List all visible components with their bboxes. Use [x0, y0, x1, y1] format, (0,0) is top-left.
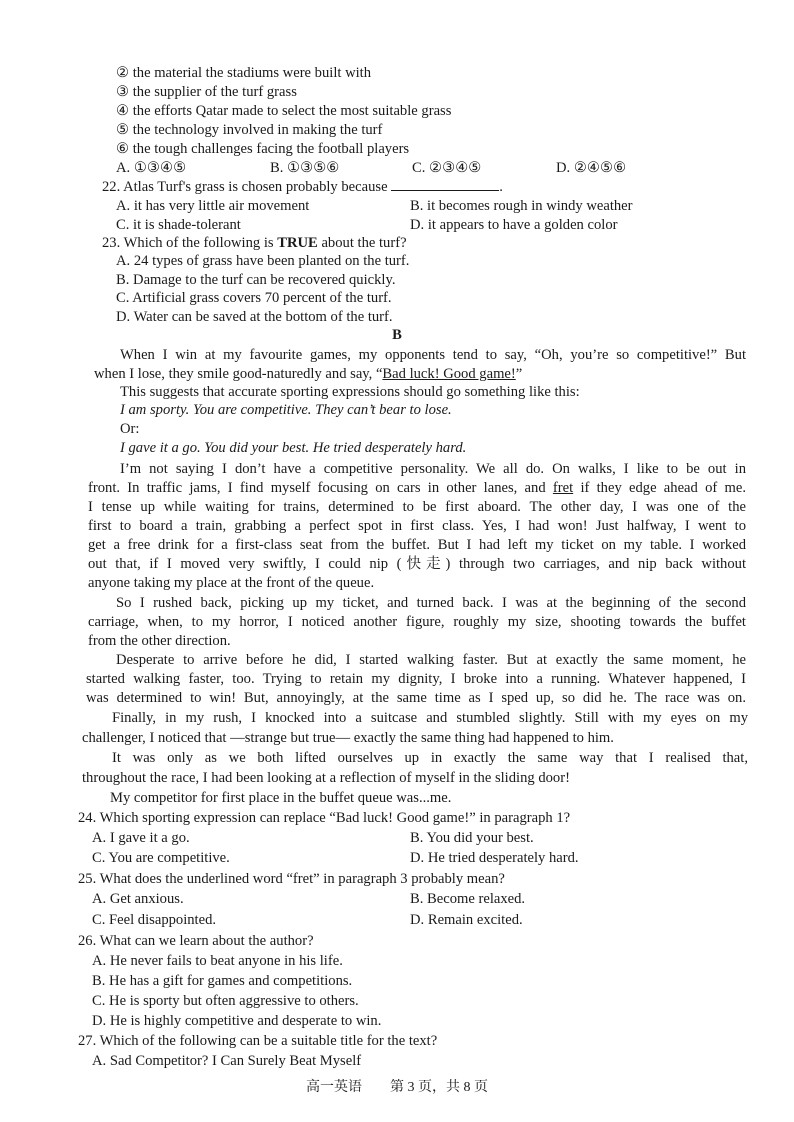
- passage-p10-line1: It was only as we both lifted ourselves up in exactly the same way that I realised that,: [112, 750, 748, 766]
- passage-p8-line1: Desperate to arrive before he did, I started walking faster. But at exactly the same moment, he: [116, 652, 746, 668]
- passage-p6-line6: out that, if I moved very swiftly, I could nip (快走) through two carriages, and nip back without: [88, 556, 746, 572]
- passage-p7-line3: from the other direction.: [88, 633, 231, 649]
- passage-p6-line7: anyone taking my place at the front of the queue.: [88, 575, 375, 591]
- passage-p1-line2-after: ”: [515, 366, 523, 382]
- q22-option-b: B. it becomes rough in windy weather: [410, 198, 633, 214]
- passage-p6-line5: get a free drink for a first-class seat from the buffet. But I had left my ticket on my table. I worked: [88, 537, 746, 553]
- q23-stem-bold: TRUE: [277, 235, 318, 251]
- passage-p4: Or:: [120, 421, 140, 437]
- q23-option-b: B. Damage to the turf can be recovered quickly.: [116, 272, 396, 288]
- q25-stem: 25. What does the underlined word “fret” in paragraph 3 probably mean?: [78, 871, 505, 887]
- q26-option-d: D. He is highly competitive and desperate to win.: [92, 1013, 382, 1029]
- passage-p9-line2: challenger, I noticed that —strange but true— exactly the same thing had happened to him.: [82, 730, 614, 746]
- passage-underlined-fret: fret: [552, 480, 574, 496]
- section-b-heading: B: [392, 327, 402, 343]
- passage-p3: I am sporty. You are competitive. They can’t bear to lose.: [120, 402, 452, 418]
- q21-choice-b: B. ①③⑤⑥: [270, 160, 340, 176]
- q22-option-a: A. it has very little air movement: [116, 198, 310, 214]
- q22-stem-text: 22. Atlas Turf's grass is chosen probably because: [102, 179, 388, 195]
- q24-stem: 24. Which sporting expression can replace “Bad luck! Good game!” in paragraph 1?: [78, 810, 571, 826]
- q22-option-c: C. it is shade-tolerant: [116, 217, 241, 233]
- q22-answer-blank: [391, 178, 499, 191]
- q23-option-a: A. 24 types of grass have been planted on the turf.: [116, 253, 410, 269]
- q23-option-d: D. Water can be saved at the bottom of the turf.: [116, 309, 393, 325]
- q21-option-3: ③ the supplier of the turf grass: [116, 84, 297, 100]
- passage-p1-line2: [94, 365, 522, 383]
- passage-p5: I gave it a go. You did your best. He tried desperately hard.: [120, 440, 467, 456]
- passage-p7-line2: carriage, when, to my horror, I noticed another figure, roughly my size, shooting towards the buffet: [88, 614, 746, 630]
- passage-p11: My competitor for first place in the buffet queue was...me.: [110, 790, 452, 806]
- q21-choice-a: A. ①③④⑤: [116, 160, 187, 176]
- passage-p9-line1: Finally, in my rush, I knocked into a suitcase and stumbled slightly. Still with my eyes on my: [112, 710, 748, 726]
- passage-p6-line2-after: if they edge ahead of me.: [580, 480, 746, 496]
- passage-p6-line2: [88, 479, 746, 497]
- q21-choice-c: C. ②③④⑤: [412, 160, 482, 176]
- q21-option-2: ② the material the stadiums were built with: [116, 65, 372, 81]
- passage-p10-line2: throughout the race, I had been looking at a reflection of myself in the sliding door!: [82, 770, 570, 786]
- q24-option-c: C. You are competitive.: [92, 850, 230, 866]
- q26-option-a: A. He never fails to beat anyone in his life.: [92, 953, 343, 969]
- q25-option-d: D. Remain excited.: [410, 912, 523, 928]
- q23-option-c: C. Artificial grass covers 70 percent of the turf.: [116, 290, 392, 306]
- passage-p2: This suggests that accurate sporting expressions should go something like this:: [120, 384, 580, 400]
- passage-p6-line4: first to board a train, grabbing a perfect spot in first class. Yes, I had won! Just halfway, I went to: [88, 518, 746, 534]
- passage-p6-line1: I’m not saying I don’t have a competitive personality. We all do. On walks, I like to be out in: [120, 461, 746, 477]
- q21-option-5: ⑤ the technology involved in making the turf: [116, 122, 383, 138]
- q22-stem: [102, 178, 503, 196]
- q22-option-d: D. it appears to have a golden color: [410, 217, 618, 233]
- q27-option-a: A. Sad Competitor? I Can Surely Beat Myself: [92, 1053, 362, 1069]
- passage-p6-line2-before: front. In traffic jams, I find myself focusing on cars in other lanes, and: [88, 480, 546, 496]
- q26-option-c: C. He is sporty but often aggressive to others.: [92, 993, 359, 1009]
- passage-p8-line3: was determined to win! But, annoyingly, at the same time as I sped up, so did he. The race was on.: [86, 690, 746, 706]
- page-footer: 高一英语 第 3 页，共 8 页: [306, 1080, 488, 1095]
- passage-p1-line2-before: when I lose, they smile good-naturedly and say, “: [94, 366, 383, 382]
- passage-underlined-phrase: Bad luck! Good game!: [382, 366, 516, 382]
- q23-stem-before: 23. Which of the following is: [102, 235, 274, 251]
- q24-option-d: D. He tried desperately hard.: [410, 850, 579, 866]
- q23-stem-after: about the turf?: [321, 235, 407, 251]
- q25-option-a: A. Get anxious.: [92, 891, 184, 907]
- q24-option-a: A. I gave it a go.: [92, 830, 190, 846]
- passage-p6-line3: I tense up while waiting for trains, determined to be first aboard. The other day, I was one of the: [88, 499, 746, 515]
- q21-choice-d: D. ②④⑤⑥: [556, 160, 627, 176]
- passage-p1-line1: When I win at my favourite games, my opponents tend to say, “Oh, you’re so competitive!” But: [120, 347, 746, 363]
- q27-stem: 27. Which of the following can be a suitable title for the text?: [78, 1033, 438, 1049]
- q25-option-c: C. Feel disappointed.: [92, 912, 217, 928]
- q26-stem: 26. What can we learn about the author?: [78, 933, 314, 949]
- q21-option-6: ⑥ the tough challenges facing the football players: [116, 141, 410, 157]
- q23-stem: [102, 234, 407, 252]
- q26-option-b: B. He has a gift for games and competitions.: [92, 973, 353, 989]
- q22-stem-end: .: [499, 179, 503, 195]
- passage-p7-line1: So I rushed back, picking up my ticket, and turned back. I was at the beginning of the second: [116, 595, 746, 611]
- passage-p8-line2: started walking faster, too. Trying to retain my dignity, I broke into a running. Whatever happened, I: [86, 671, 746, 687]
- q25-option-b: B. Become relaxed.: [410, 891, 526, 907]
- q21-option-4: ④ the efforts Qatar made to select the most suitable grass: [116, 103, 452, 119]
- q24-option-b: B. You did your best.: [410, 830, 534, 846]
